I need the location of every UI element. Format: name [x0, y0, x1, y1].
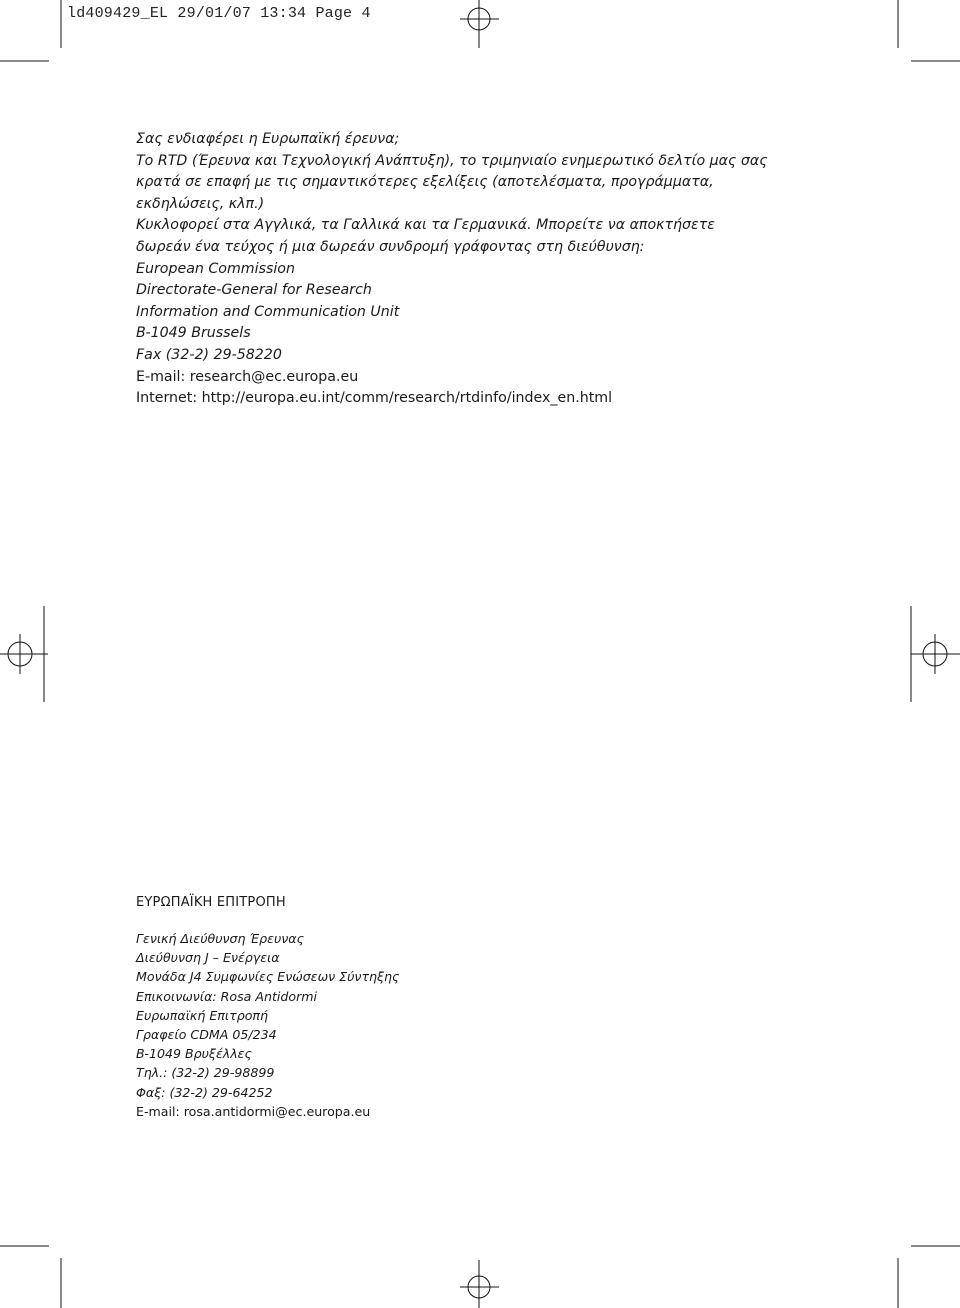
- contact-heading: ΕΥΡΩΠΑΪΚΗ ΕΠΙΤΡΟΠΗ: [136, 895, 286, 910]
- contact-line: Μονάδα J4 Συμφωνίες Ενώσεων Σύντηξης: [136, 969, 400, 985]
- contact-lines: [136, 929, 736, 1121]
- contact-line: Γραφείο CDMA 05/234: [136, 1027, 277, 1043]
- intro-line: Fax (32-2) 29-58220: [136, 346, 282, 363]
- intro-line: Σας ενδιαφέρει η Ευρωπαϊκή έρευνα;: [136, 131, 400, 147]
- contact-block: [136, 894, 736, 1121]
- intro-line: Το RTD (Έρευνα και Τεχνολογική Ανάπτυξη), το τριμηνιαίο ενημερωτικό δελτίο μας σας: [136, 152, 768, 169]
- print-slug: ld409429_EL 29/01/07 13:34 Page 4: [67, 5, 371, 22]
- intro-line: B-1049 Brussels: [136, 325, 251, 342]
- contact-line: B-1049 Βρυξέλλες: [136, 1046, 252, 1062]
- intro-line: European Commission: [136, 260, 295, 277]
- intro-line: δωρεάν ένα τεύχος ή μια δωρεάν συνδρομή γράφοντας στη διεύθυνση:: [136, 238, 645, 255]
- newsletter-intro: [136, 129, 836, 410]
- contact-line: Διεύθυνση J – Ενέργεια: [136, 950, 280, 966]
- intro-line: Directorate-General for Research: [136, 282, 372, 299]
- contact-line: Επικοινωνία: Rosa Antidormi: [136, 988, 318, 1004]
- contact-line: Φαξ: (32-2) 29-64252: [136, 1084, 273, 1100]
- intro-internet-line[interactable]: Internet: http://europa.eu.int/comm/research/rtdinfo/index_en.html: [136, 390, 613, 407]
- intro-line: κρατά σε επαφή με τις σημαντικότερες εξελίξεις (αποτελέσματα, προγράμματα,: [136, 174, 714, 191]
- registration-mark-top: [460, 0, 499, 48]
- contact-email-line[interactable]: E-mail: rosa.antidormi@ec.europa.eu: [136, 1103, 371, 1119]
- intro-line: εκδηλώσεις, κλπ.): [136, 195, 265, 212]
- contact-line: Ευρωπαϊκή Επιτροπή: [136, 1007, 268, 1023]
- intro-line: Information and Communication Unit: [136, 303, 400, 320]
- contact-line: Γενική Διεύθυνση Έρευνας: [136, 931, 304, 946]
- registration-mark-right: [911, 606, 960, 702]
- intro-line: Κυκλοφορεί στα Αγγλικά, τα Γαλλικά και τα Γερμανικά. Μπορείτε να αποκτήσετε: [136, 217, 715, 234]
- registration-mark-bottom: [460, 1260, 499, 1308]
- contact-line: Τηλ.: (32-2) 29-98899: [136, 1065, 275, 1081]
- registration-mark-left: [0, 606, 48, 702]
- intro-email-line[interactable]: E-mail: research@ec.europa.eu: [136, 368, 359, 385]
